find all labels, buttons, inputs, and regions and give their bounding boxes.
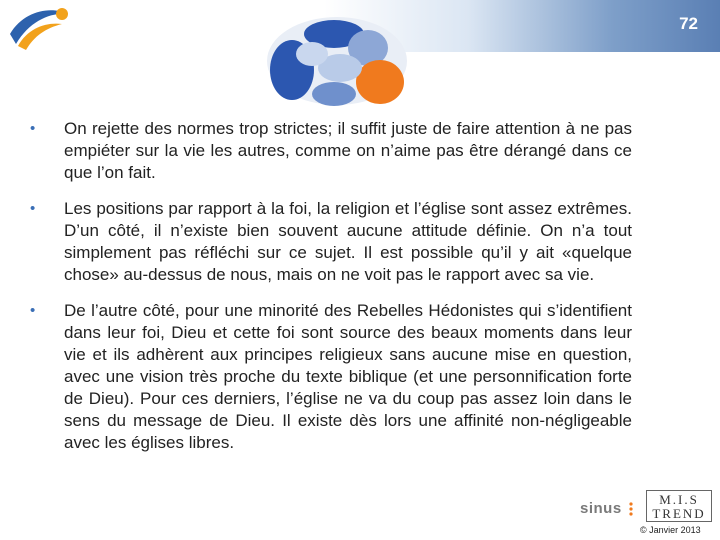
bullet-icon: • <box>30 200 36 217</box>
bullet-text: Les positions par rapport à la foi, la religion et l’église sont assez extrêmes. D’un côté, il n’existe bien souvent aucune attitude définie. On n’a tout simplement pas réfléchi sur ce sujet. Il est possible qu’il y ait «quelque chose» au-dessus de nous, mais on ne voit pas le rapport avec sa vie. <box>64 199 632 284</box>
bullet-item <box>30 198 632 286</box>
sinus-logo: sinus <box>580 500 622 517</box>
copyright-text: © Janvier 2013 <box>640 525 701 535</box>
mis-logo-line1: M.I.S <box>659 492 699 507</box>
bullet-item <box>30 118 632 184</box>
bullet-item <box>30 300 632 454</box>
brand-logo-icon <box>6 4 76 52</box>
bullet-text: De l’autre côté, pour une minorité des Rebelles Hédonistes qui s’identifient dans leur foi, Dieu et cette foi sont source des beaux moments dans leur vie et ils adhèrent aux principes religieux sans aucune mise en question, avec une vision très proche du texte biblique (et une personnification forte de Dieu). Pour ces derniers, l’église ne va du coup pas assez loin dans le sens du message de Dieu. Il existe dès lors une affinité non-négligeable avec les églises libres. <box>64 301 632 452</box>
sinus-dots-icon <box>628 502 634 516</box>
bullet-text: On rejette des normes trop strictes; il suffit juste de faire attention à ne pas empiéter sur la vie les autres, comme on n’aime pas être dérangé dans ce que l’on fait. <box>64 119 632 182</box>
mis-logo-line2: TREND <box>652 506 706 521</box>
mis-trend-logo <box>646 490 712 522</box>
bullet-list <box>30 118 632 468</box>
bullet-icon: • <box>30 302 36 319</box>
milieu-diagram-image <box>262 14 412 108</box>
bullet-icon: • <box>30 120 36 137</box>
page-number: 72 <box>679 14 698 33</box>
